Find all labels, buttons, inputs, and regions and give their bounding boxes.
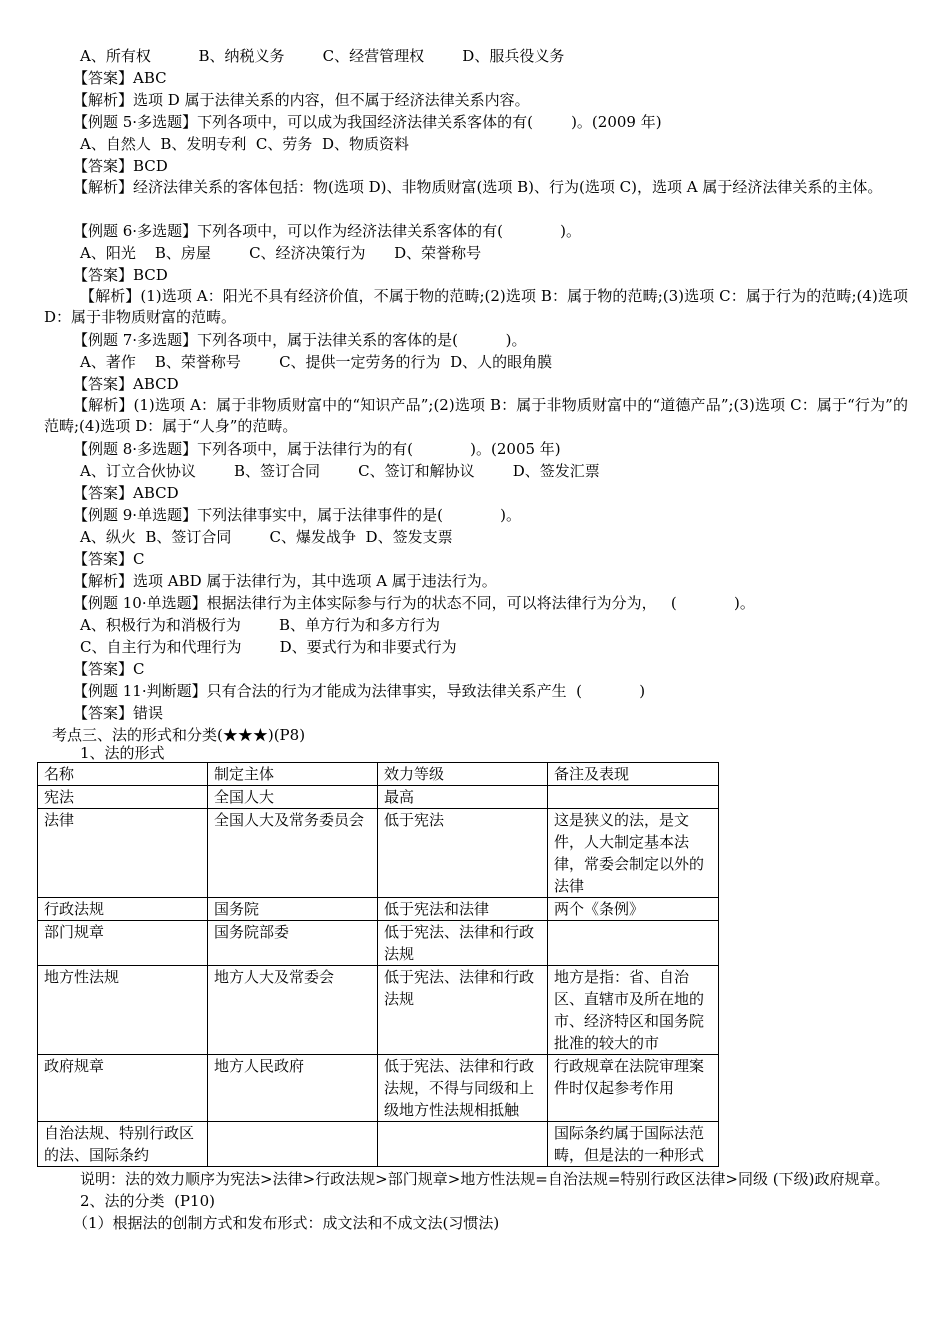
table-row [38,966,719,1055]
q6-explanation: 【解析】(1)选项 A：阳光不具有经济价值，不属于物的范畴;(2)选项 B：属于物的范畴;(3)选项 C：属于行为的范畴;(4)选项 D：属于非物质财富的范畴。 [44,287,908,326]
table-header-cell: 名称 [38,763,208,786]
q10-options-cd: C、自主行为和代理行为 D、要式行为和非要式行为 [80,638,457,656]
q7-answer: 【答案】ABCD [73,375,179,393]
q5-answer: 【答案】BCD [73,157,168,175]
table-cell [548,921,719,966]
table-cell: 最高 [378,786,548,809]
table-row [38,1055,719,1122]
table-cell: 国务院 [208,898,378,921]
table-cell: 行政法规 [38,898,208,921]
q10-answer: 【答案】C [73,660,145,678]
table-cell: 全国人大 [208,786,378,809]
q11-answer: 【答案】错误 [73,704,164,722]
table-cell: 部门规章 [38,921,208,966]
q8-answer: 【答案】ABCD [73,484,179,502]
q9-explanation: 【解析】选项 ABD 属于法律行为，其中选项 A 属于违法行为。 [73,572,497,590]
table-cell: 低于宪法、法律和行政法规 [378,966,548,1055]
table-cell: 地方性法规 [38,966,208,1055]
table-cell: 两个《条例》 [548,898,719,921]
table-cell: 地方人民政府 [208,1055,378,1122]
q7-question: 【例题 7·多选题】下列各项中，属于法律关系的客体的是( )。 [73,331,527,349]
q7-explanation: 【解析】(1)选项 A：属于非物质财富中的“知识产品”;(2)选项 B：属于非物质财富中的“道德产品”;(3)选项 C：属于“行为”的范畴;(4)选项 D：属于“人身”的范畴。 [44,396,908,435]
classification-item-1: （1）根据法的创制方式和发布形式：成文法和不成文法(习惯法) [73,1214,500,1232]
table-cell [208,1122,378,1167]
q6-options: A、阳光 B、房屋 C、经济决策行为 D、荣誉称号 [80,244,482,262]
q4-explanation: 【解析】选项 D 属于法律关系的内容，但不属于经济法律关系内容。 [73,91,530,109]
table-cell: 低于宪法、法律和行政法规，不得与同级和上级地方性法规相抵触 [378,1055,548,1122]
table-header-row [38,763,719,786]
q11-question: 【例题 11·判断题】只有合法的行为才能成为法律事实，导致法律关系产生 ( ) [73,682,646,700]
q4-answer: 【答案】ABC [73,69,167,87]
table-cell: 低于宪法 [378,809,548,898]
q8-question: 【例题 8·多选题】下列各项中，属于法律行为的有( )。(2005 年) [73,440,561,458]
q6-question: 【例题 6·多选题】下列各项中，可以作为经济法律关系客体的有( )。 [73,222,582,240]
law-forms-table [37,762,719,1167]
q4-options: A、所有权 B、纳税义务 C、经营管理权 D、服兵役义务 [80,47,565,65]
table-cell: 政府规章 [38,1055,208,1122]
table-row [38,786,719,809]
table-cell: 地方是指：省、自治区、直辖市及所在地的市、经济特区和国务院批准的较大的市 [548,966,719,1055]
q5-explanation: 【解析】经济法律关系的客体包括：物(选项 D)、非物质财富(选项 B)、行为(选项 C)，选项 A 属于经济法律关系的主体。 [73,178,883,196]
effect-order-note: 说明：法的效力顺序为宪法>法律>行政法规>部门规章>地方性法规=自治法规=特别行政区法律>同级 (下级)政府规章。 [80,1170,890,1188]
q9-answer: 【答案】C [73,550,145,568]
table-row [38,1122,719,1167]
subsection-heading-forms: 1、法的形式 [80,744,165,762]
q7-options: A、著作 B、荣誉称号 C、提供一定劳务的行为 D、人的眼角膜 [80,353,553,371]
table-row [38,921,719,966]
table-row [38,898,719,921]
table-cell: 低于宪法和法律 [378,898,548,921]
table-cell: 国务院部委 [208,921,378,966]
table-cell: 这是狭义的法，是文件，人大制定基本法律，常委会制定以外的法律 [548,809,719,898]
q8-options: A、订立合伙协议 B、签订合同 C、签订和解协议 D、签发汇票 [80,462,600,480]
table-header-cell: 制定主体 [208,763,378,786]
table-cell: 法律 [38,809,208,898]
q9-options: A、纵火 B、签订合同 C、爆发战争 D、签发支票 [80,528,453,546]
q5-options: A、自然人 B、发明专利 C、劳务 D、物质资料 [80,135,409,153]
q5-question: 【例题 5·多选题】下列各项中，可以成为我国经济法律关系客体的有( )。(2009 年) [73,113,662,131]
table-cell: 低于宪法、法律和行政法规 [378,921,548,966]
table-cell [548,786,719,809]
table-header-cell: 效力等级 [378,763,548,786]
table-cell: 地方人大及常委会 [208,966,378,1055]
table-cell: 宪法 [38,786,208,809]
table-cell: 国际条约属于国际法范畴，但是法的一种形式 [548,1122,719,1167]
table-cell [378,1122,548,1167]
table-cell: 全国人大及常务委员会 [208,809,378,898]
q10-question: 【例题 10·单选题】根据法律行为主体实际参与行为的状态不同，可以将法律行为分为， ( )。 [73,594,755,612]
table-cell: 行政规章在法院审理案件时仅起参考作用 [548,1055,719,1122]
section-heading: 考点三、法的形式和分类(★★★)(P8) [52,726,306,744]
subsection-heading-classification: 2、法的分类 (P10) [80,1192,215,1210]
q9-question: 【例题 9·单选题】下列法律事实中，属于法律事件的是( )。 [73,506,522,524]
q10-options-ab: A、积极行为和消极行为 B、单方行为和多方行为 [80,616,441,634]
table-row [38,809,719,898]
table-cell: 自治法规、特别行政区的法、国际条约 [38,1122,208,1167]
table-header-cell: 备注及表现 [548,763,719,786]
q6-answer: 【答案】BCD [73,266,168,284]
